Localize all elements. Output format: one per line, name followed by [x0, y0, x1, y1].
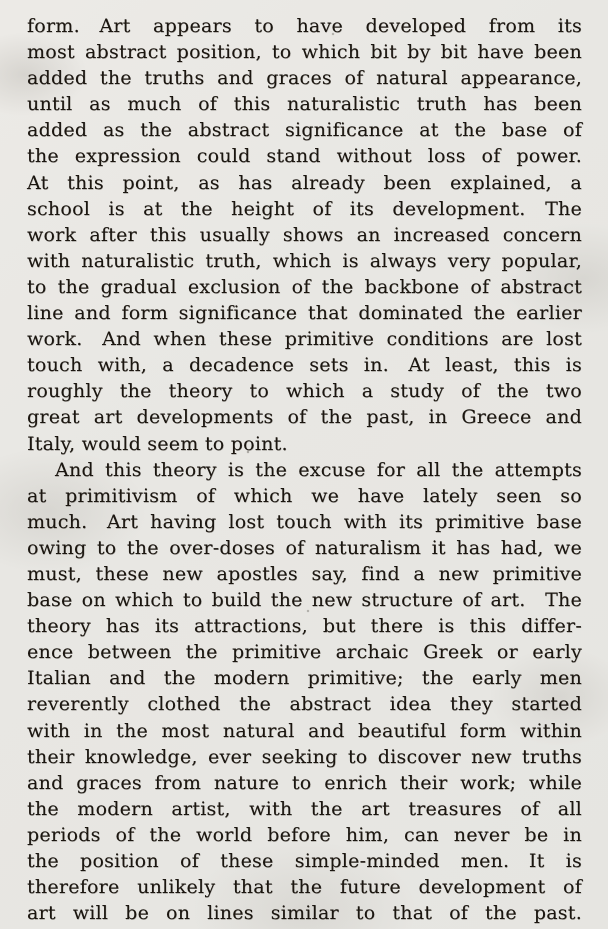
text-line: line and form significance that dominated the earlier — [27, 302, 582, 325]
text-line: at primitivism of which we have lately seen so — [27, 484, 582, 507]
text-line: until as much of this naturalistic truth has been — [27, 93, 582, 116]
text-line: work. And when these primitive conditions are lost — [27, 328, 582, 351]
text-line: form. Art appears to have developed from its — [27, 15, 582, 37]
text-line: therefore unlikely that the future development of — [27, 876, 582, 899]
text-line: art will be on lines similar to that of the past. — [27, 902, 582, 925]
text-line: touch with, a decadence sets in. At least, this is — [27, 354, 582, 377]
text-line: school is at the height of its development. The — [27, 197, 582, 220]
text-line: to the gradual exclusion of the backbone of abstract — [27, 275, 582, 298]
text-line: base on which to build the new structure of art. The — [27, 589, 582, 612]
text-line: the position of these simple-minded men. It is — [27, 850, 582, 872]
text-line: must, these new apostles say, find a new primitive — [27, 562, 582, 585]
paragraph — [27, 457, 582, 927]
text-line: Italy, would seem to point. — [27, 432, 288, 455]
text-line: with naturalistic truth, which is always very popular, — [27, 249, 582, 272]
text-line: owing to the over-doses of naturalism it has had, we — [27, 536, 582, 559]
text-line: most abstract position, to which bit by bit have been — [27, 41, 582, 64]
text-line: much. Art having lost touch with its primitive base — [27, 510, 582, 533]
text-line: work after this usually shows an increased concern — [27, 223, 582, 246]
text-line: reverently clothed the abstract idea they started — [27, 693, 582, 716]
text-line: And this theory is the excuse for all the attempts — [55, 458, 582, 481]
text-line: ence between the primitive archaic Greek or early — [27, 641, 582, 664]
text-line: their knowledge, ever seeking to discover new truths — [27, 745, 582, 768]
text-line: Italian and the modern primitive; the early men — [27, 667, 582, 690]
page-text — [27, 13, 582, 926]
text-line: with in the most natural and beautiful form within — [27, 719, 582, 742]
text-line: added the truths and graces of natural appearance, — [27, 67, 582, 90]
text-line: and graces from nature to enrich their work; while — [27, 771, 582, 794]
text-line: periods of the world before him, can never be in — [27, 823, 582, 846]
text-line: added as the abstract significance at the base of — [27, 119, 582, 142]
text-line: theory has its attractions, but there is this differ- — [27, 615, 582, 638]
paragraph — [27, 13, 582, 457]
text-line: At this point, as has already been explained, a — [27, 171, 582, 194]
text-line: roughly the theory to which a study of the two — [27, 380, 582, 403]
text-line: the expression could stand without loss of power. — [27, 145, 582, 168]
text-line: great art developments of the past, in Greece and — [27, 406, 582, 429]
text-line: the modern artist, with the art treasures of all — [27, 797, 582, 820]
